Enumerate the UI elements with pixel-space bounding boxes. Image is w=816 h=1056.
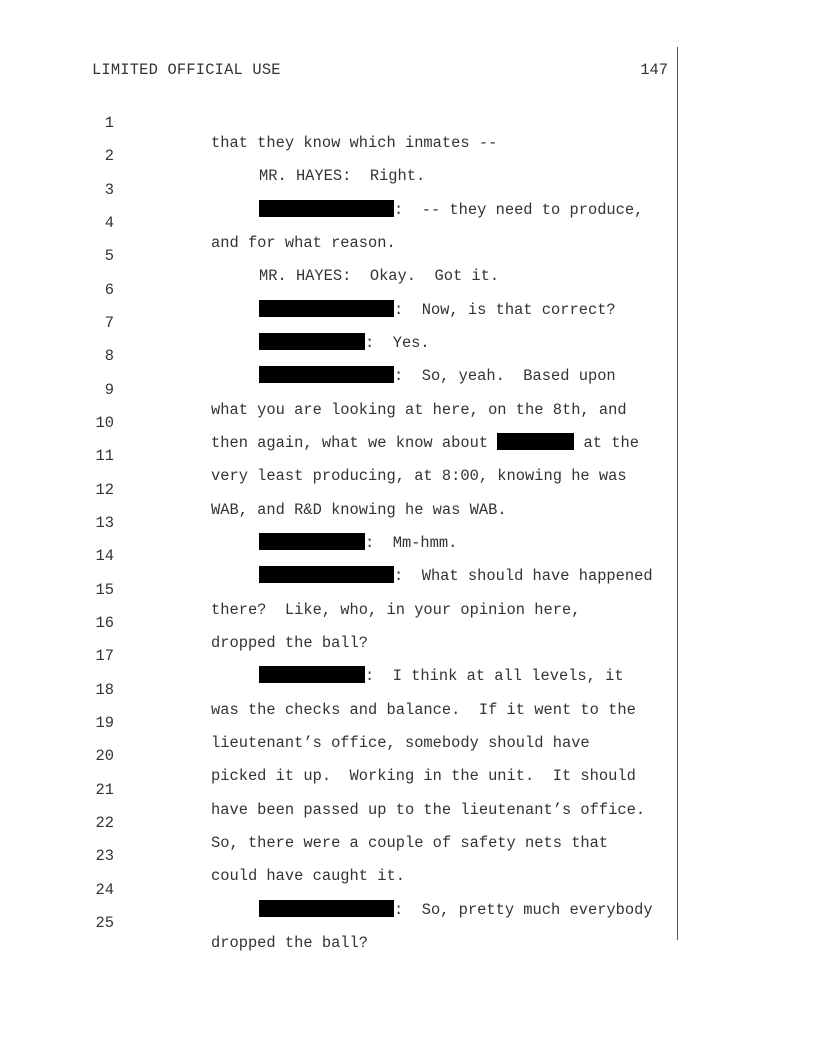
line-text: : So, pretty much everybody [394,901,653,919]
line-number: 23 [95,847,114,865]
line-number: 5 [104,247,114,265]
line-number: 21 [95,781,114,799]
line-number: 24 [95,881,114,899]
transcript-line-7 [0,293,430,352]
redaction-bar [259,200,394,217]
transcript-line-16 [0,593,369,652]
line-text: there? Like, who, in your opinion here, [211,601,581,619]
page-number: 147 [640,61,668,79]
line-text: that they know which inmates -- [211,134,498,152]
line-text: very least producing, at 8:00, knowing he was [211,467,627,485]
redaction-bar [259,900,394,917]
line-text: lieutenant’s office, somebody should have [211,734,590,752]
line-text: WAB, and R&D knowing he was WAB. [211,501,507,519]
classification-header: LIMITED OFFICIAL USE [92,61,281,79]
redaction-bar [259,666,365,683]
line-number: 10 [95,414,114,432]
line-number: 25 [95,914,114,932]
line-number: 17 [95,647,114,665]
line-number: 20 [95,747,114,765]
redaction-bar [259,366,394,383]
line-text: : Yes. [365,334,430,352]
line-number: 8 [104,347,114,365]
line-number: 4 [104,214,114,232]
line-text: dropped the ball? [211,634,369,652]
redaction-bar [259,333,365,350]
transcript-line-25 [0,893,369,952]
line-text: what you are looking at here, on the 8th, and [211,401,627,419]
line-text: : So, yeah. Based upon [394,367,616,385]
line-number: 6 [104,281,114,299]
line-number: 18 [95,681,114,699]
right-margin-rule [677,47,678,940]
line-number: 3 [104,181,114,199]
line-text: was the checks and balance. If it went to the [211,701,636,719]
line-number: 2 [104,147,114,165]
line-text: : -- they need to produce, [394,201,644,219]
line-number: 1 [104,114,114,132]
line-number: 16 [95,614,114,632]
line-text: could have caught it. [211,867,405,885]
line-text: : What should have happened [394,567,653,585]
line-text: have been passed up to the lieutenant’s office. [211,801,646,819]
transcript-line-23 [0,826,405,885]
line-text: MR. HAYES: Right. [259,167,426,185]
line-text: at the [574,434,639,452]
line-text: dropped the ball? [211,934,369,952]
line-number: 9 [104,381,114,399]
line-number: 19 [95,714,114,732]
line-number: 15 [95,581,114,599]
line-number: 7 [104,314,114,332]
line-number: 22 [95,814,114,832]
line-number: 14 [95,547,114,565]
line-text: : I think at all levels, it [365,667,624,685]
line-number: 12 [95,481,114,499]
line-text: then again, what we know about [211,434,498,452]
line-text: So, there were a couple of safety nets that [211,834,609,852]
line-text: and for what reason. [211,234,396,252]
redaction-bar [497,433,574,450]
line-text: MR. HAYES: Okay. Got it. [259,267,500,285]
transcript-line-4 [0,193,396,252]
redaction-bar [259,566,394,583]
line-number: 13 [95,514,114,532]
redaction-bar [259,300,394,317]
line-text: : Mm-hmm. [365,534,458,552]
line-text: picked it up. Working in the unit. It should [211,767,636,785]
redaction-bar [259,533,365,550]
line-text: : Now, is that correct? [394,301,616,319]
line-number: 11 [95,447,114,465]
transcript-line-1 [0,93,498,152]
